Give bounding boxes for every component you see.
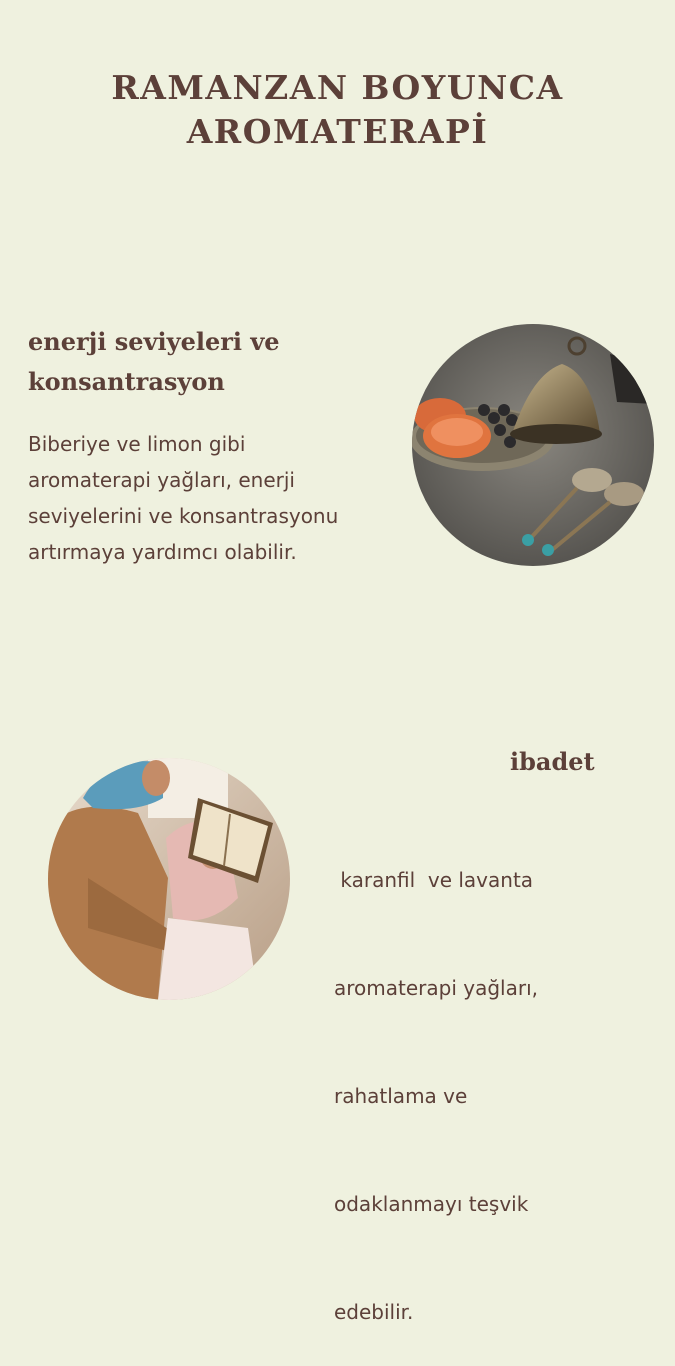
section1-heading-line-2: konsantrasyon [28, 367, 225, 396]
section2-body-line: edebilir. [334, 1300, 414, 1324]
title-line-1: RAMANZAN BOYUNCA [111, 68, 564, 107]
section2-body [334, 790, 538, 1366]
section1-body-line: artırmaya yardımcı olabilir. [28, 540, 297, 564]
section2-heading: ibadet [510, 747, 595, 776]
section1-heading [28, 322, 280, 402]
section1-body-line: Biberiye ve limon gibi [28, 432, 246, 456]
section2-body-line: aromaterapi yağları, [334, 976, 538, 1000]
section2-body-line: odaklanmayı teşvik [334, 1192, 529, 1216]
prayer-reading-photo [48, 758, 290, 1000]
title-line-2: AROMATERAPİ [186, 112, 489, 151]
section1-body [28, 426, 338, 570]
page-title [0, 66, 675, 154]
ramadan-food-photo [412, 324, 654, 566]
section1-heading-line-1: enerji seviyeleri ve [28, 327, 280, 356]
section2-body-line: rahatlama ve [334, 1084, 468, 1108]
section2-body-line: karanfil ve lavanta [334, 868, 534, 892]
section1-body-line: seviyelerini ve konsantrasyonu [28, 504, 339, 528]
section1-body-line: aromaterapi yağları, enerji [28, 468, 295, 492]
